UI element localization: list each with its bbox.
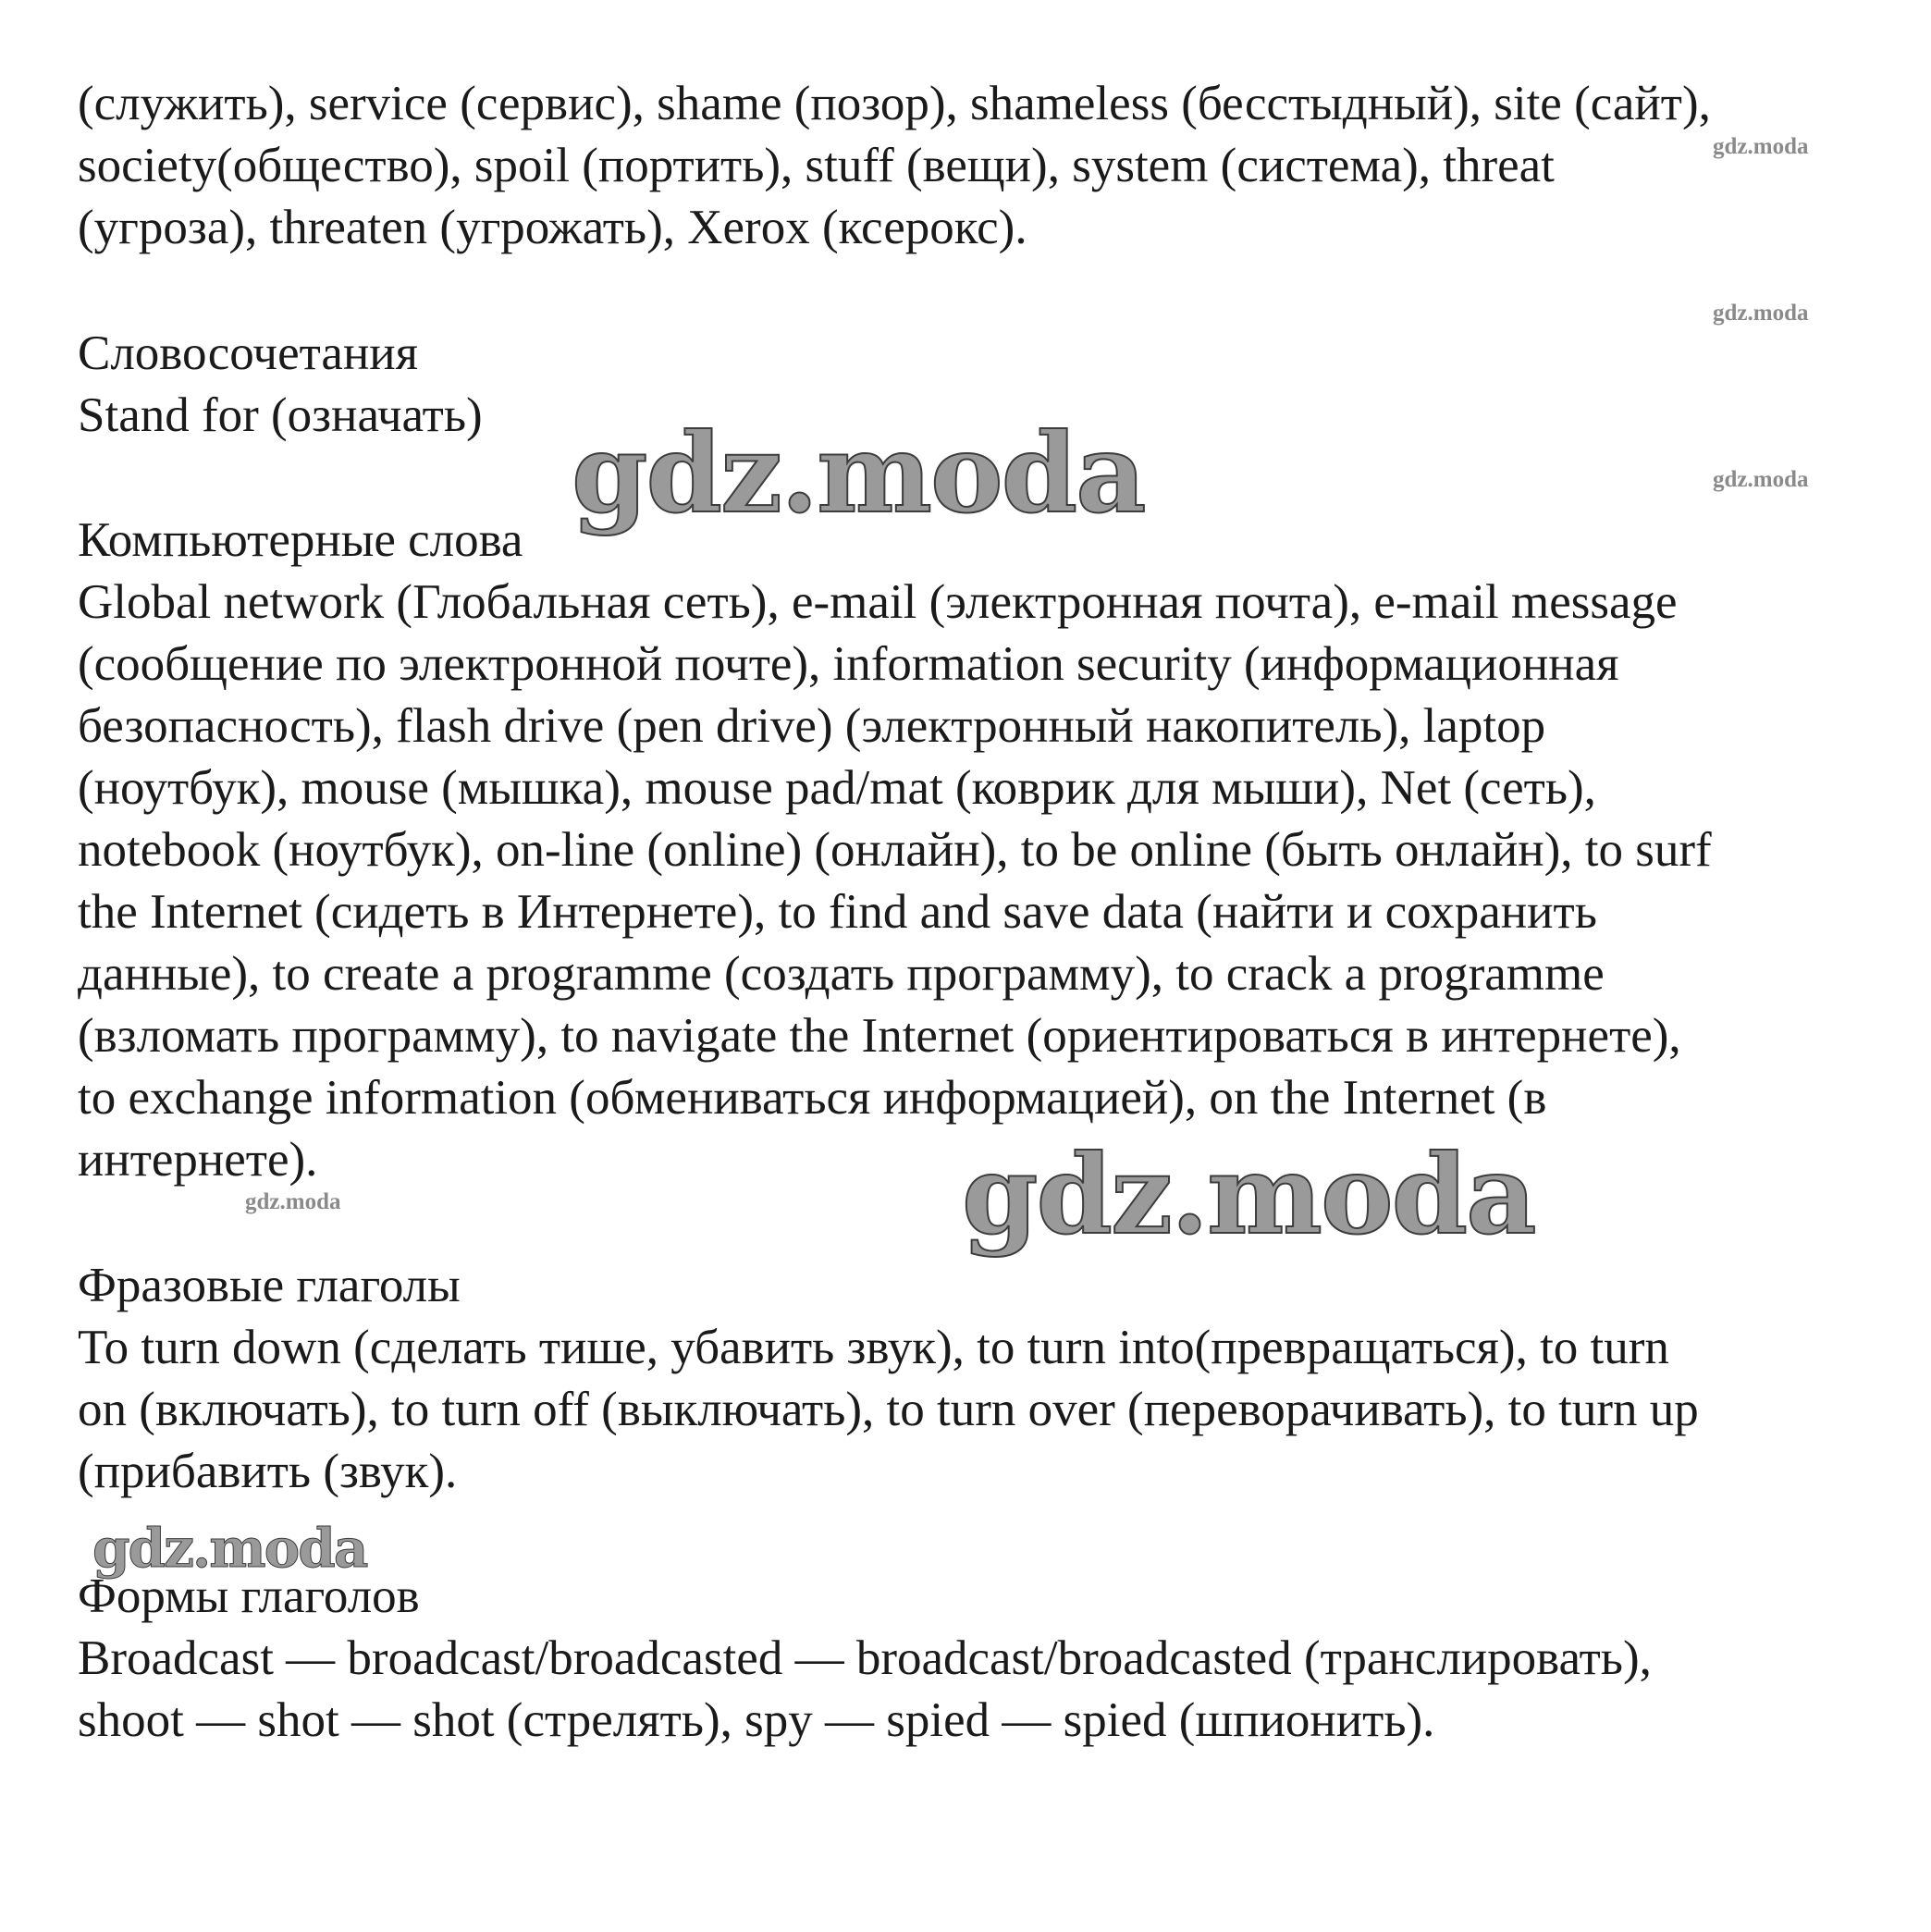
watermark-large: gdz.moda: [962, 1130, 1535, 1259]
computer-words-line-6: the Internet (сидеть в Интернете), to find and save data (найти и сохранить: [78, 885, 1597, 939]
intro-line-1: (служить), service (сервис), shame (позор), shameless (бесстыдный), site (сайт),: [78, 77, 1711, 130]
verb-forms-line-2: shoot — shot — shot (стрелять), spy — spied — spied (шпионить).: [78, 1693, 1435, 1747]
computer-words-line-8: (взломать программу), to navigate the Internet (ориентироваться в интернете),: [78, 1009, 1681, 1063]
computer-words-line-5: notebook (ноутбук), on-line (online) (онлайн), to be online (быть онлайн), to surf: [78, 823, 1712, 877]
phrasal-verbs-line-1: To turn down (сделать тише, убавить звук), to turn into(превращаться), to turn: [78, 1321, 1669, 1374]
computer-words-line-3: безопасность), flash drive (pen drive) (электронный накопитель), laptop: [78, 699, 1546, 753]
phrasal-verbs-heading: Фразовые глаголы: [78, 1259, 461, 1312]
collocations-line-1: Stand for (означать): [78, 388, 483, 442]
computer-words-line-10: интернете).: [78, 1133, 318, 1187]
computer-words-line-2: (сообщение по электронной почте), information security (информационная: [78, 637, 1619, 691]
computer-words-line-9: to exchange information (обмениваться информацией), on the Internet (в: [78, 1071, 1547, 1125]
watermark-medium: gdz.moda: [92, 1517, 367, 1580]
watermark-large: gdz.moda: [572, 409, 1145, 537]
phrasal-verbs-line-2: on (включать), to turn off (выключать), to turn over (переворачивать), to turn up: [78, 1383, 1699, 1436]
watermark-small: gdz.moda: [1713, 134, 1809, 159]
verb-forms-heading: Формы глаголов: [78, 1569, 420, 1623]
computer-words-line-1: Global network (Глобальная сеть), e-mail (электронная почта), e-mail message: [78, 575, 1678, 629]
watermark-small: gdz.moda: [1713, 467, 1809, 492]
watermark-small: gdz.moda: [1713, 301, 1809, 326]
computer-words-line-4: (ноутбук), mouse (мышка), mouse pad/mat (коврик для мыши), Net (сеть),: [78, 761, 1596, 815]
collocations-heading: Словосочетания: [78, 326, 419, 380]
intro-line-2: society(общество), spoil (портить), stuff (вещи), system (система), threat: [78, 139, 1555, 192]
watermark-small: gdz.moda: [245, 1189, 341, 1214]
computer-words-line-7: данные), to create a programme (создать программу), to crack a programme: [78, 947, 1605, 1001]
computer-words-heading: Компьютерные слова: [78, 513, 523, 567]
phrasal-verbs-line-3: (прибавить (звук).: [78, 1445, 458, 1498]
intro-line-3: (угроза), threaten (угрожать), Xerox (ксерокс).: [78, 201, 1027, 254]
verb-forms-line-1: Broadcast — broadcast/broadcasted — broadcast/broadcasted (транслировать),: [78, 1631, 1652, 1685]
